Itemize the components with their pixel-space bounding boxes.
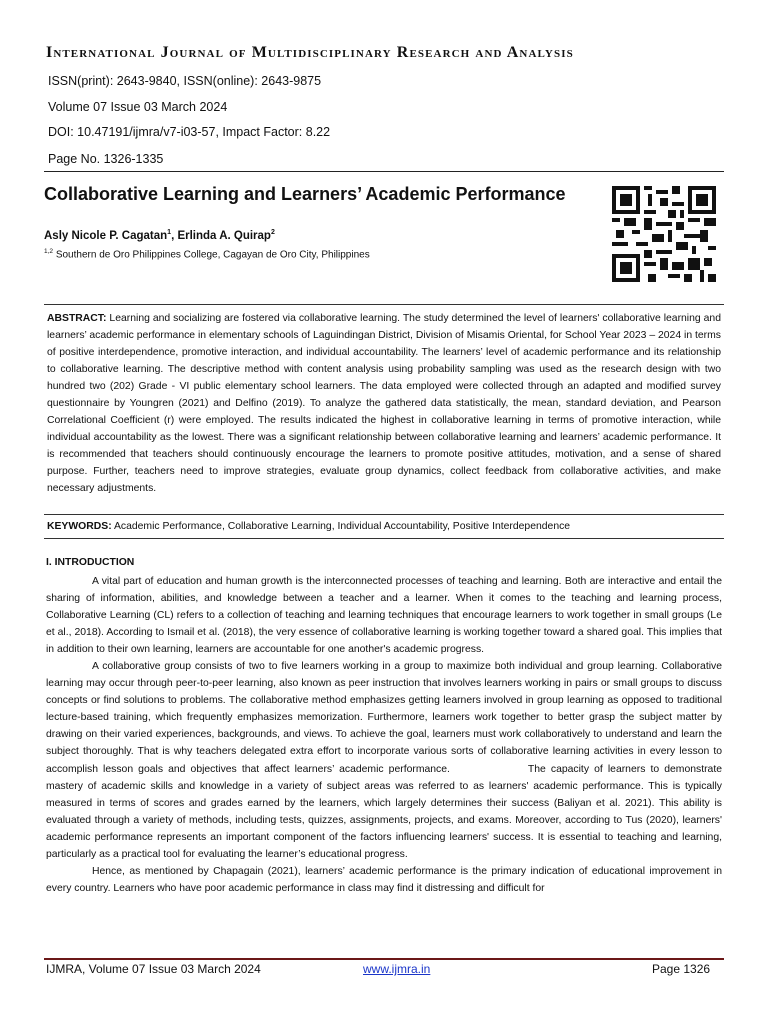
section-heading: I. INTRODUCTION [46, 557, 135, 568]
intro-paragraph-2a: A collaborative group consists of two to five learners working in a group to maximize both individual and group learning. Collaborative learning may occur through peer-to-peer learning, also known as peer instruction that involves learners working in pairs or small groups to discuss concepts or find solutions to problems. The collaborative method emphasizes getting learners involved in group learning as opposed to traditional lecture-based training, which frequently emphasizes memorization. Furthermore, learners work together to better grasp the subject matter by drawing on their varied experiences, backgrounds, and views. To achieve the goal, learners must work collaboratively to understand and learn the subject thoroughly. That is why teachers delegated extra effort to incorporate various sorts of collaborative learning activities in every lesson to accomplish lesson goals and objectives that affect learners’ academic performance. [46, 661, 722, 775]
header-rule [44, 171, 724, 172]
intro-paragraph-2 [46, 658, 722, 863]
author-2: , Erlinda A. Quirap [171, 229, 271, 242]
abstract [47, 310, 721, 497]
page-numbers: Page No. 1326-1335 [48, 152, 164, 166]
affiliation [44, 248, 370, 260]
footer-page: Page 1326 [652, 962, 711, 976]
authors [44, 229, 275, 242]
volume: Volume 07 Issue 03 March 2024 [48, 100, 228, 114]
abstract-label: ABSTRACT: [47, 313, 107, 324]
doi: DOI: 10.47191/ijmra/v7-i03-57, Impact Factor: 8.22 [48, 125, 331, 139]
author-1: Asly Nicole P. Cagatan [44, 229, 168, 242]
keywords-text: Academic Performance, Collaborative Learning, Individual Accountability, Positive Interdependence [111, 521, 571, 532]
author-1-sup: 1 [167, 229, 172, 236]
keywords [47, 519, 721, 535]
article-title: Collaborative Learning and Learners’ Academic Performance [44, 184, 566, 204]
qr-code-icon [612, 186, 716, 282]
keywords-label: KEYWORDS: [47, 521, 112, 532]
affil-sup: 1,2 [44, 248, 54, 255]
intro-paragraph-1: A vital part of education and human growth is the interconnected processes of teaching and learning. Both are interactive and entail the sharing of information, abilities, and knowledge between a teacher and a learner. When it comes to the teaching and learning process, Collaborative Learning (CL) refers to a collection of teaching and learning techniques that encourage learners to work together in small groups (Le et al., 2018). According to Ismail et al. (2018), the very essence of collaborative learning is working together toward a shared goal. This implies that in addition to their own learning, learners are accountable for one another's academic progress. [46, 576, 722, 656]
abstract-rule-top [44, 304, 724, 305]
intro-paragraph-3: Hence, as mentioned by Chapagain (2021), learners’ academic performance is the primary indication of educational improvement in every country. Learners who have poor academic performance in class may find it distressing and difficult for [46, 865, 722, 894]
affiliation-text: Southern de Oro Philippines College, Cagayan de Oro City, Philippines [53, 249, 370, 261]
footer-link[interactable]: www.ijmra.in [363, 962, 431, 976]
introduction-body [46, 573, 722, 897]
abstract-text: Learning and socializing are fostered via collaborative learning. The study determined the level of learners' collaborative learning and learners’ academic performance in elementary schools of Laguindingan District, Division of Misamis Oriental, for School Year 2023 – 2024 in terms of positive interdependence, promotive interaction, and individual accountability. The learners’ level of academic performance and its relationship to collaborative learning. The descriptive method with content analysis using probability sampling was used as the research design with two hundred two (202) Grade - VI public elementary school learners. The data employed were collected through an adapted and modified survey questionnaire by Youngren (2021) and Delfino (2019). To analyze the gathered data statistically, the mean, standard deviation, and Pearson Correlational Coefficient (r) were employed. The results indicated the highest in collaborative learning in terms of promotive interaction, while individual accountability as the lowest. There was a significant relationship between collaborative learning and learners’ academic performance. It is recommended that teachers should continuously encourage the learners to promote positive attitudes, motivation, and a sense of shared purpose. Further, teachers need to improve strategies, evaluate group dynamics, collect feedback from collaborative activities, and make necessary adjustments. [47, 313, 721, 494]
footer-journal: IJMRA, Volume 07 Issue 03 March 2024 [46, 962, 261, 976]
footer-link-wrap [363, 962, 430, 976]
issn: ISSN(print): 2643-9840, ISSN(online): 2643-9875 [48, 74, 322, 88]
author-2-sup: 2 [270, 229, 275, 236]
footer-rule [44, 958, 724, 960]
keywords-rule [44, 538, 724, 539]
intro-paragraph-2b: The capacity of learners to demonstrate mastery of academic skills and knowledge in a variety of subject areas was referred to as learners' academic performance. This is typically measured in terms of scores and grades earned by the learners, which largely determines their success (Baliyan et al. 2021). This ability is evaluated through a variety of methods, including tests, quizzes, assignments, projects, and exams. Moreover, according to Tus (2020), learners' academic performance represents an important component of the factors influencing learners' success. It is essential to teaching and learning, particularly as a practical tool for evaluating the learner’s educational progress. [46, 763, 723, 860]
journal-name: International Journal of Multidisciplinary Research and Analysis [46, 44, 574, 61]
abstract-rule-mid [44, 514, 724, 515]
